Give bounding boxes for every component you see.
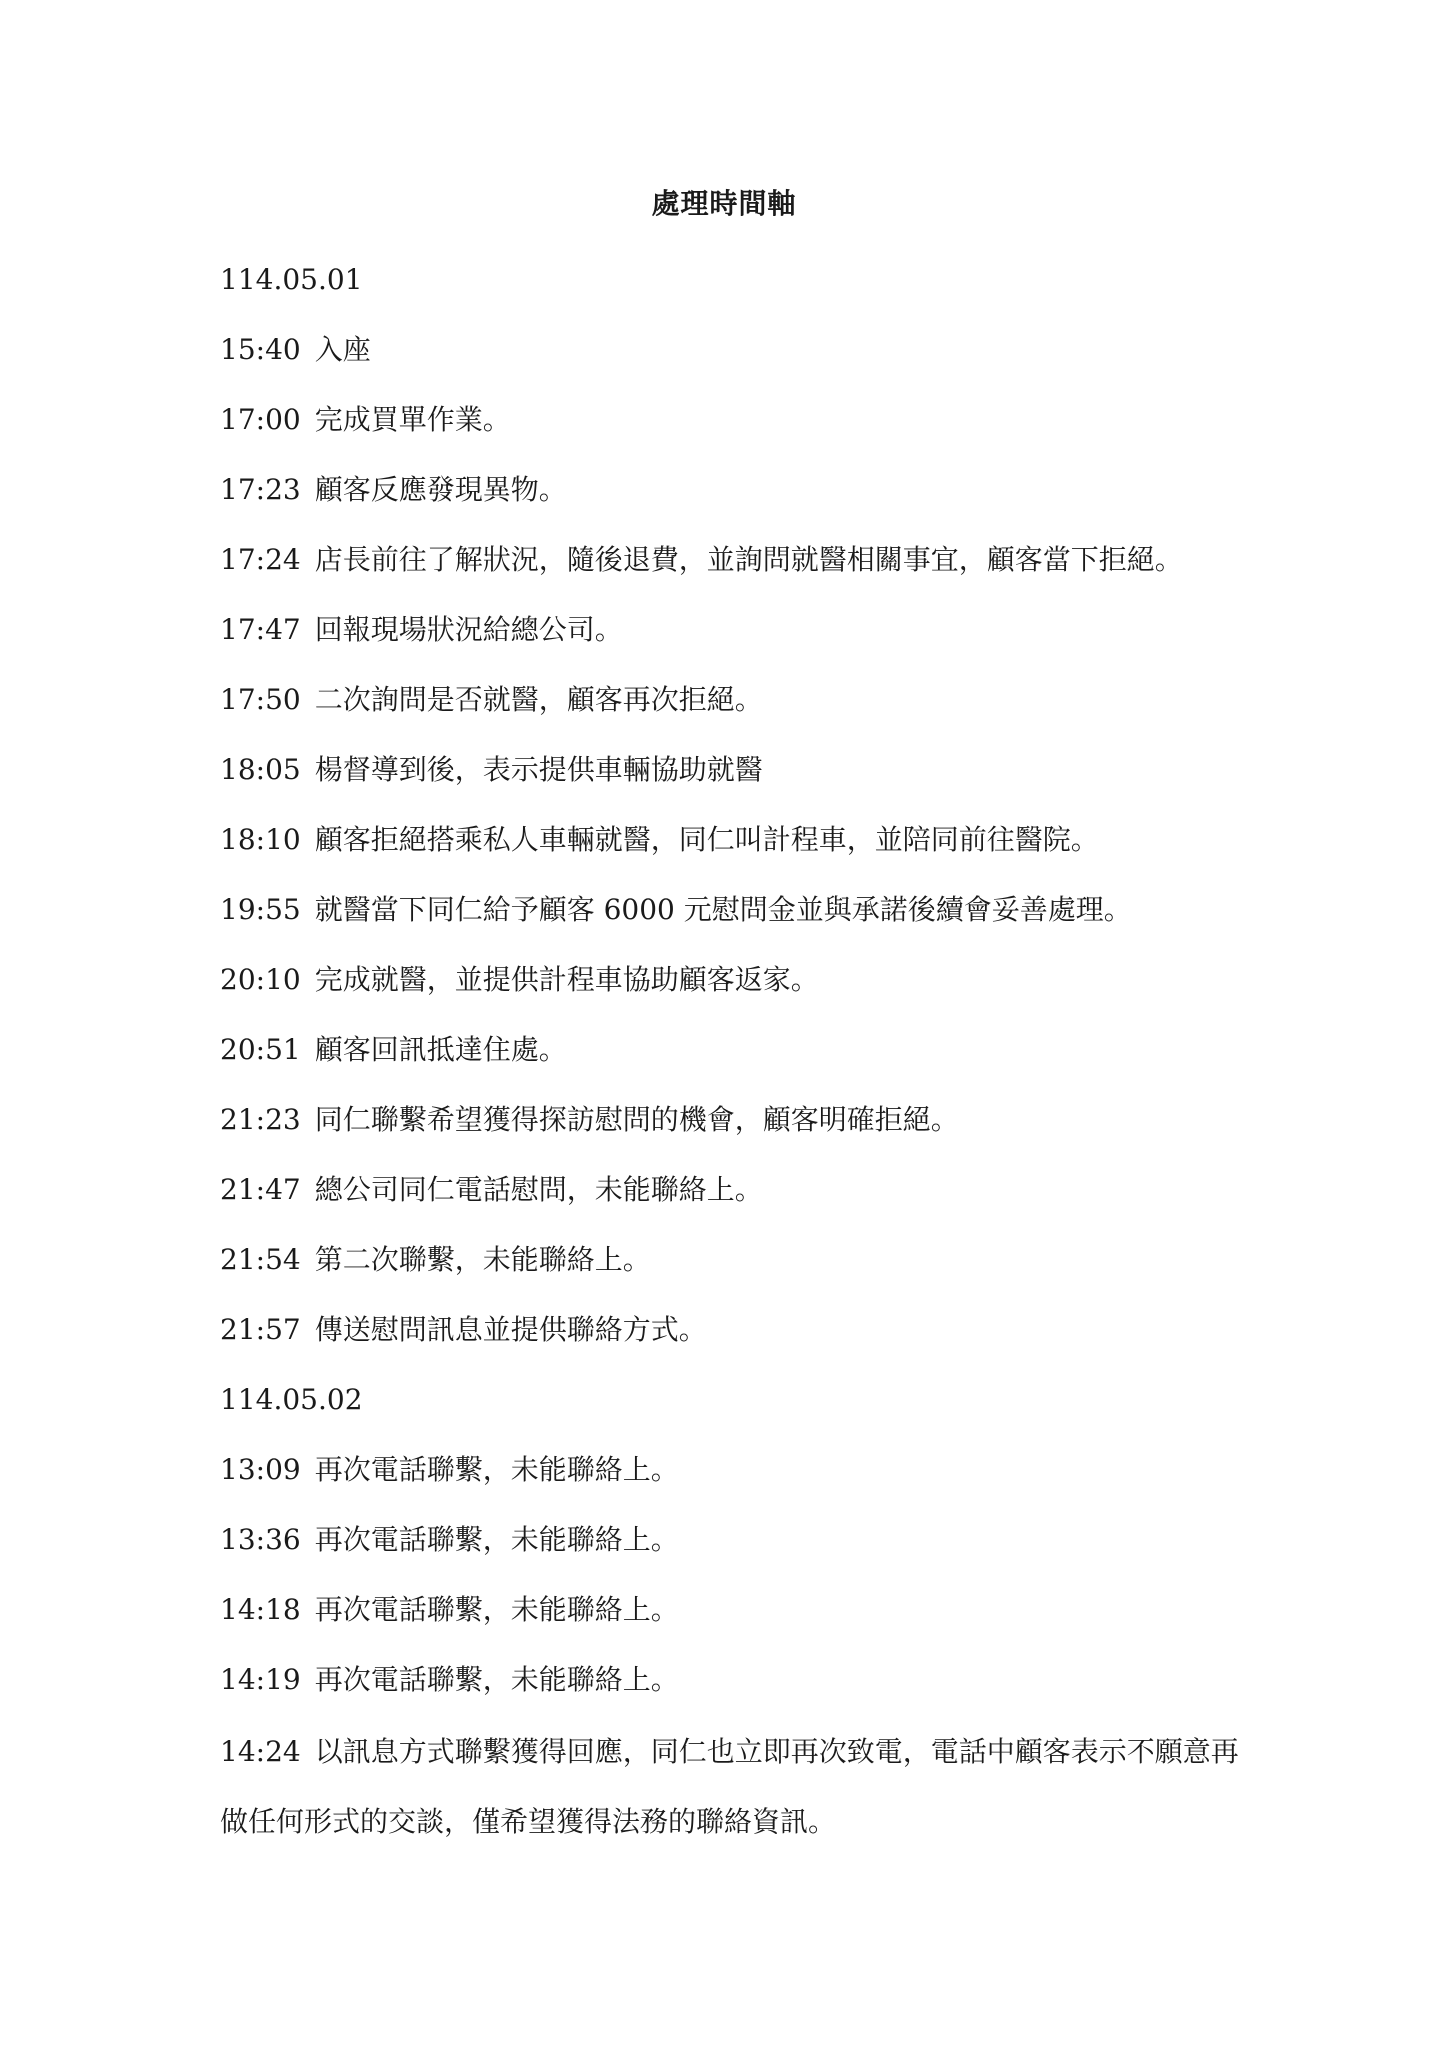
entry-text: 完成買單作業。 — [314, 403, 511, 436]
timeline-entry — [220, 1172, 1240, 1208]
entry-time: 15:40 — [220, 333, 301, 366]
entry-time: 14:18 — [220, 1593, 301, 1626]
date-heading-day1: 114.05.01 — [220, 263, 363, 296]
entry-time: 21:57 — [220, 1313, 301, 1346]
entry-text: 總公司同仁電話慰問，未能聯絡上。 — [314, 1173, 763, 1206]
entry-time: 20:10 — [220, 963, 301, 996]
entry-text: 再次電話聯繫，未能聯絡上。 — [314, 1523, 679, 1556]
timeline-entry — [220, 1032, 1240, 1068]
entry-text: 就醫當下同仁給予顧客 6000 元慰問金並與承諾後續會妥善處理。 — [314, 893, 1132, 926]
timeline-entry — [220, 1242, 1240, 1278]
timeline-entry — [220, 402, 1240, 438]
entry-text: 再次電話聯繫，未能聯絡上。 — [314, 1663, 679, 1696]
entry-time: 14:19 — [220, 1663, 301, 1696]
entry-text: 顧客反應發現異物。 — [314, 473, 567, 506]
timeline-entry — [220, 1592, 1240, 1628]
entry-time: 20:51 — [220, 1033, 301, 1066]
entry-time: 21:23 — [220, 1103, 301, 1136]
timeline-entry — [220, 472, 1240, 508]
entry-text: 傳送慰問訊息並提供聯絡方式。 — [314, 1313, 707, 1346]
entry-text: 店長前往了解狀況，隨後退費，並詢問就醫相關事宜，顧客當下拒絕。 — [314, 543, 1183, 576]
entry-time: 17:23 — [220, 473, 301, 506]
timeline-entry — [220, 542, 1240, 578]
timeline-entry — [220, 1522, 1240, 1558]
entry-time: 13:36 — [220, 1523, 301, 1556]
timeline-entry — [220, 1312, 1240, 1348]
entry-text: 回報現場狀況給總公司。 — [314, 613, 623, 646]
entry-text: 楊督導到後，表示提供車輛協助就醫 — [314, 753, 763, 786]
timeline-entry — [220, 1452, 1240, 1488]
timeline-entry — [220, 612, 1240, 648]
timeline-entry — [220, 822, 1240, 858]
timeline-entry — [220, 752, 1240, 788]
entry-text: 顧客拒絕搭乘私人車輛就醫，同仁叫計程車，並陪同前往醫院。 — [314, 823, 1099, 856]
timeline-entry — [220, 892, 1240, 928]
entry-time: 21:47 — [220, 1173, 301, 1206]
entry-time: 14:24 — [220, 1735, 301, 1768]
entry-text: 二次詢問是否就醫，顧客再次拒絕。 — [314, 683, 763, 716]
date-heading-day2: 114.05.02 — [220, 1383, 363, 1416]
timeline-entry — [220, 1662, 1240, 1698]
timeline-entry — [220, 1102, 1240, 1138]
entry-time: 18:05 — [220, 753, 301, 786]
entry-time: 21:54 — [220, 1243, 301, 1276]
document-title: 處理時間軸 — [651, 187, 797, 220]
entry-time: 17:00 — [220, 403, 301, 436]
entry-text: 完成就醫，並提供計程車協助顧客返家。 — [314, 963, 819, 996]
timeline-entry — [220, 1717, 1240, 1857]
timeline-entry — [220, 962, 1240, 998]
entry-text: 再次電話聯繫，未能聯絡上。 — [314, 1593, 679, 1626]
entry-text: 再次電話聯繫，未能聯絡上。 — [314, 1453, 679, 1486]
entry-text: 第二次聯繫，未能聯絡上。 — [314, 1243, 651, 1276]
entry-time: 18:10 — [220, 823, 301, 856]
timeline-entry — [220, 682, 1240, 718]
entry-text: 以訊息方式聯繫獲得回應，同仁也立即再次致電，電話中顧客表示不願意再做任何形式的交談，僅希望獲得法務的聯絡資訊。 — [220, 1735, 1239, 1838]
timeline-entry — [220, 332, 1240, 368]
entry-text: 入座 — [314, 333, 371, 366]
entry-time: 13:09 — [220, 1453, 301, 1486]
entry-text: 同仁聯繫希望獲得探訪慰問的機會，顧客明確拒絕。 — [314, 1103, 959, 1136]
entry-time: 19:55 — [220, 893, 301, 926]
entry-time: 17:47 — [220, 613, 301, 646]
entry-time: 17:24 — [220, 543, 301, 576]
entry-time: 17:50 — [220, 683, 301, 716]
entry-text: 顧客回訊抵達住處。 — [314, 1033, 567, 1066]
